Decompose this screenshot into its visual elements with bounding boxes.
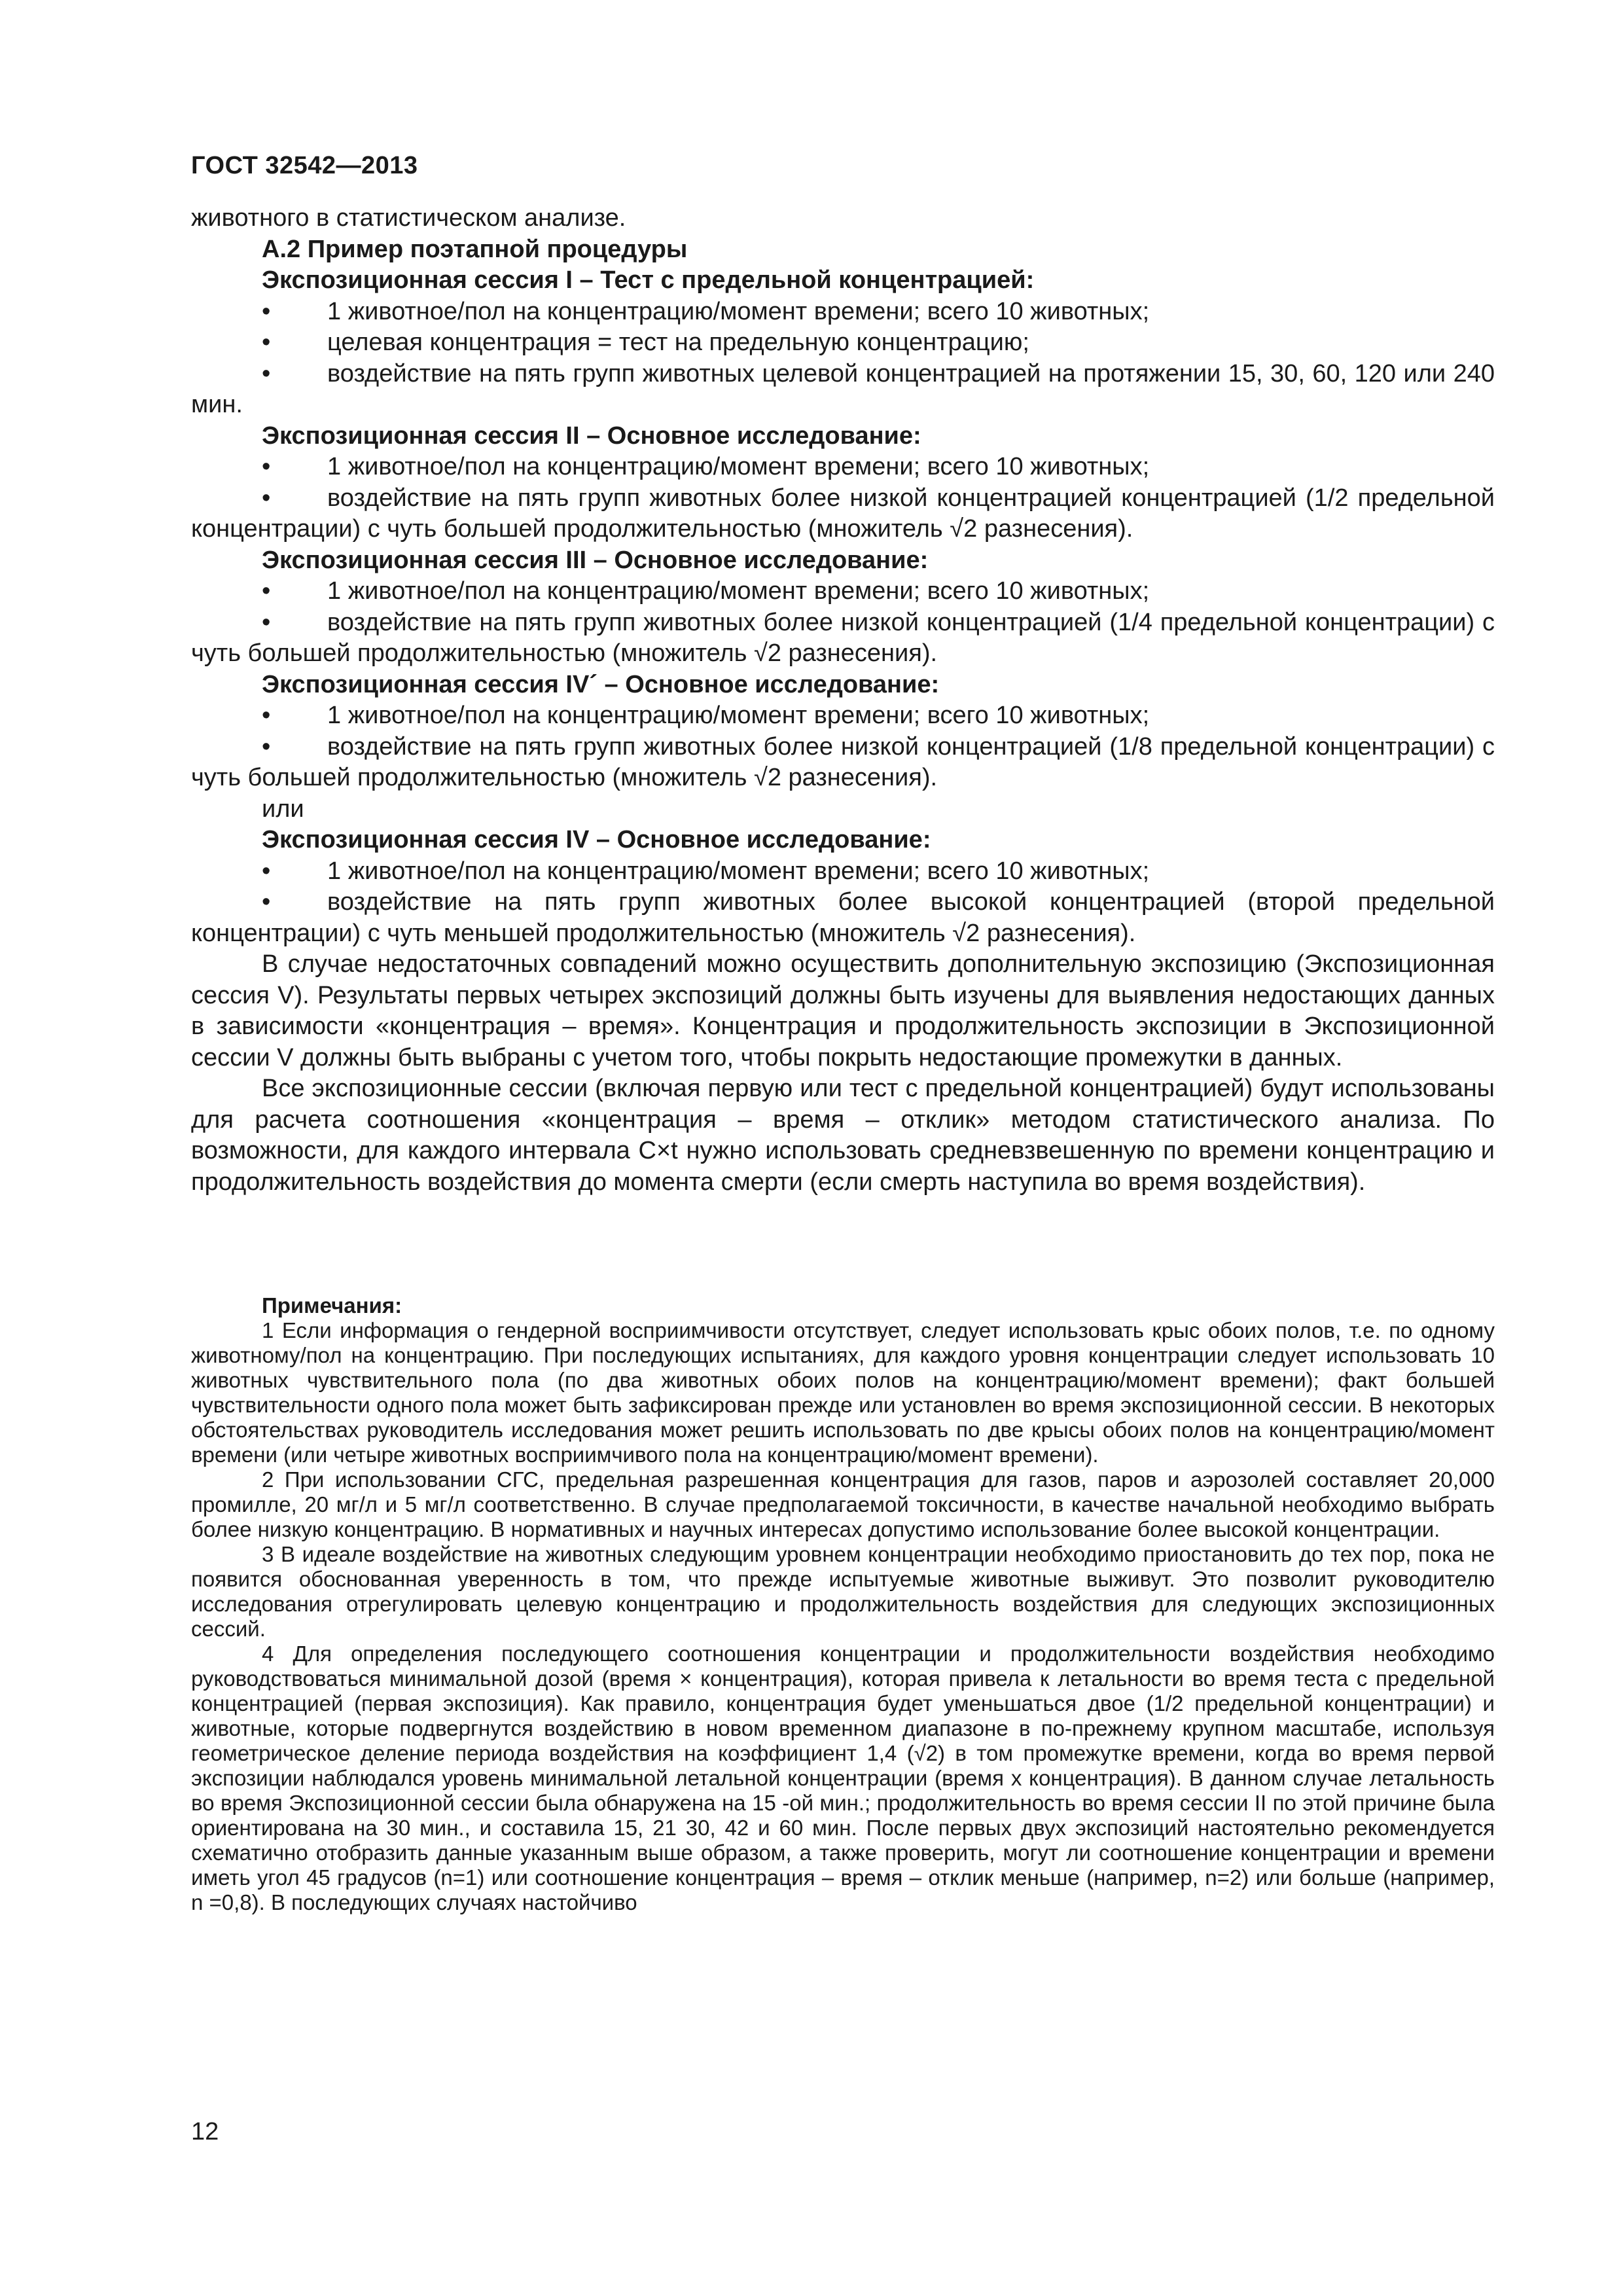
notes-title: Примечания: <box>262 1293 402 1318</box>
bullet-icon: • <box>262 453 271 480</box>
paragraph-continuation: животного в статистическом анализе. <box>191 204 626 232</box>
document-header: ГОСТ 32542—2013 <box>191 152 418 179</box>
notes-section <box>191 1293 1495 1915</box>
session-1-bullet-2: • целевая концентрация = тест на предельную концентрацию; <box>191 327 1495 359</box>
session-4-bullet-1: • 1 животное/пол на концентрацию/момент времени; всего 10 животных; <box>191 856 1495 888</box>
bullet-icon: • <box>262 702 271 729</box>
session-2-bullet-2: • воздействие на пять групп животных более низкой концентрацией концентрацией (1/2 предельной концентрации) с чуть большей продолжительностью (множитель √2 разнесения). <box>191 484 1495 543</box>
session-3-bullet-1: • 1 животное/пол на концентрацию/момент времени; всего 10 животных; <box>191 576 1495 607</box>
bullet-icon: • <box>262 732 271 761</box>
bullet-icon: • <box>262 484 271 512</box>
note-2: 2 При использовании СГС, предельная разрешенная концентрация для газов, паров и аэрозолей составляет 20,000 промилле, 20 мг/л и 5 мг/л соответственно. В случае предполагаемой токсичности, в качестве начальной необходимо выбрать более низкую концентрацию. В нормативных и научных интересах допустимо использование более высокой концентрации. <box>191 1467 1495 1541</box>
bullet-icon: • <box>262 857 271 885</box>
session-1-title: Экспозиционная сессия I – Тест с предельной концентрацией: <box>262 266 1035 294</box>
page-number: 12 <box>191 2118 219 2145</box>
paragraph-session-5: В случае недостаточных совпадений можно осуществить дополнительную экспозицию (Экспозиционная сессия V). Результаты первых четырех экспозиций должны быть изучены для выявления недостающих данных в зависимости «концентрация – время». Концентрация и продолжительность экспозиции в Экспозиционной сессии V должны быть выбраны с учетом того, чтобы покрыть недостающие промежутки в данных. <box>191 950 1495 1071</box>
main-text <box>191 203 1495 1198</box>
or-label: или <box>262 795 304 823</box>
bullet-icon: • <box>262 359 271 387</box>
note-1: 1 Если информация о гендерной восприимчивости отсутствует, следует использовать крыс обоих полов, т.е. по одному животному/пол на концентрацию. При последующих испытаниях, для каждого уровня концентрации следует использовать 10 животных чувствительного пола (по два животных обоих полов на концентрацию/момент времени); факт большей чувствительности одного пола может быть зафиксирован прежде или установлен во время экспозиционной сессии. В некоторых обстоятельствах руководитель исследования может решить использовать по две крысы обоих полов на концентрацию/момент времени (или четыре животных восприимчивого пола на концентрацию/момент времени). <box>191 1318 1495 1467</box>
bullet-icon: • <box>262 577 271 605</box>
session-1-bullet-1: • 1 животное/пол на концентрацию/момент времени; всего 10 животных; <box>191 296 1495 328</box>
section-title: А.2 Пример поэтапной процедуры <box>262 235 688 263</box>
bullet-icon: • <box>262 888 271 916</box>
session-4a-bullet-2: • воздействие на пять групп животных более низкой концентрацией (1/8 предельной концентрации) с чуть большей продолжительностью (множитель √2 разнесения). <box>191 732 1495 791</box>
session-4-title: Экспозиционная сессия IV – Основное исследование: <box>262 826 931 853</box>
session-2-bullet-1: • 1 животное/пол на концентрацию/момент времени; всего 10 животных; <box>191 452 1495 483</box>
session-4-bullet-2: • воздействие на пять групп животных более высокой концентрацией (второй предельной концентрации) с чуть меньшей продолжительностью (множитель √2 разнесения). <box>191 888 1495 947</box>
session-2-title: Экспозиционная сессия II – Основное исследование: <box>262 422 921 450</box>
session-3-bullet-2: • воздействие на пять групп животных более низкой концентрацией (1/4 предельной концентрации) с чуть большей продолжительностью (множитель √2 разнесения). <box>191 608 1495 667</box>
bullet-icon: • <box>262 608 271 636</box>
session-3-title: Экспозиционная сессия III – Основное исследование: <box>262 546 929 574</box>
bullet-icon: • <box>262 329 271 356</box>
bullet-icon: • <box>262 297 271 325</box>
session-4a-title: Экспозиционная сессия IV´ – Основное исследование: <box>262 670 940 698</box>
session-1-bullet-3: • воздействие на пять групп животных целевой концентрацией на протяжении 15, 30, 60, 120 или 240 мин. <box>191 359 1495 418</box>
session-4a-bullet-1: • 1 животное/пол на концентрацию/момент времени; всего 10 животных; <box>191 700 1495 732</box>
note-3: 3 В идеале воздействие на животных следующим уровнем концентрации необходимо приостановить до тех пор, пока не появится обоснованная уверенность в том, что прежде испытуемые животные выживут. Это позволит руководителю исследования отрегулировать целевую концентрацию и продолжительность воздействия для следующих экспозиционных сессий. <box>191 1542 1495 1641</box>
paragraph-all-sessions: Все экспозиционные сессии (включая первую или тест с предельной концентрацией) будут использованы для расчета соотношения «концентрация – время – отклик» методом статистического анализа. По возможности, для каждого интервала C×t нужно использовать средневзвешенную по времени концентрацию и продолжительность воздействия до момента смерти (если смерть наступила во время воздействия). <box>191 1075 1495 1196</box>
note-4: 4 Для определения последующего соотношения концентрации и продолжительности воздействия необходимо руководствоваться минимальной дозой (время × концентрация), которая привела к летальности во время теста с предельной концентрацией (первая экспозиция). Как правило, концентрация будет уменьшаться двое (1/2 предельной концентрации) и животные, которые подвергнутся воздействию в новом временном диапазоне в по-прежнему крупном масштабе, используя геометрическое деление периода воздействия на коэффициент 1,4 (√2) в том промежутке времени, когда во время первой экспозиции наблюдался уровень минимальной летальной концентрации (время x концентрация). В данном случае летальность во время Экспозиционной сессии была обнаружена на 15 -ой мин.; продолжительность во время сессии II по этой причине была ориентирована на 30 мин., и составила 15, 21 30, 42 и 60 мин. После первых двух экспозиций настоятельно рекомендуется схематично отобразить данные указанным выше образом, а также проверить, могут ли соотношение концентрации и времени иметь угол 45 градусов (n=1) или соотношение концентрация – время – отклик меньше (например, n=2) или больше (например, n =0,8). В последующих случаях настойчиво <box>191 1641 1495 1914</box>
